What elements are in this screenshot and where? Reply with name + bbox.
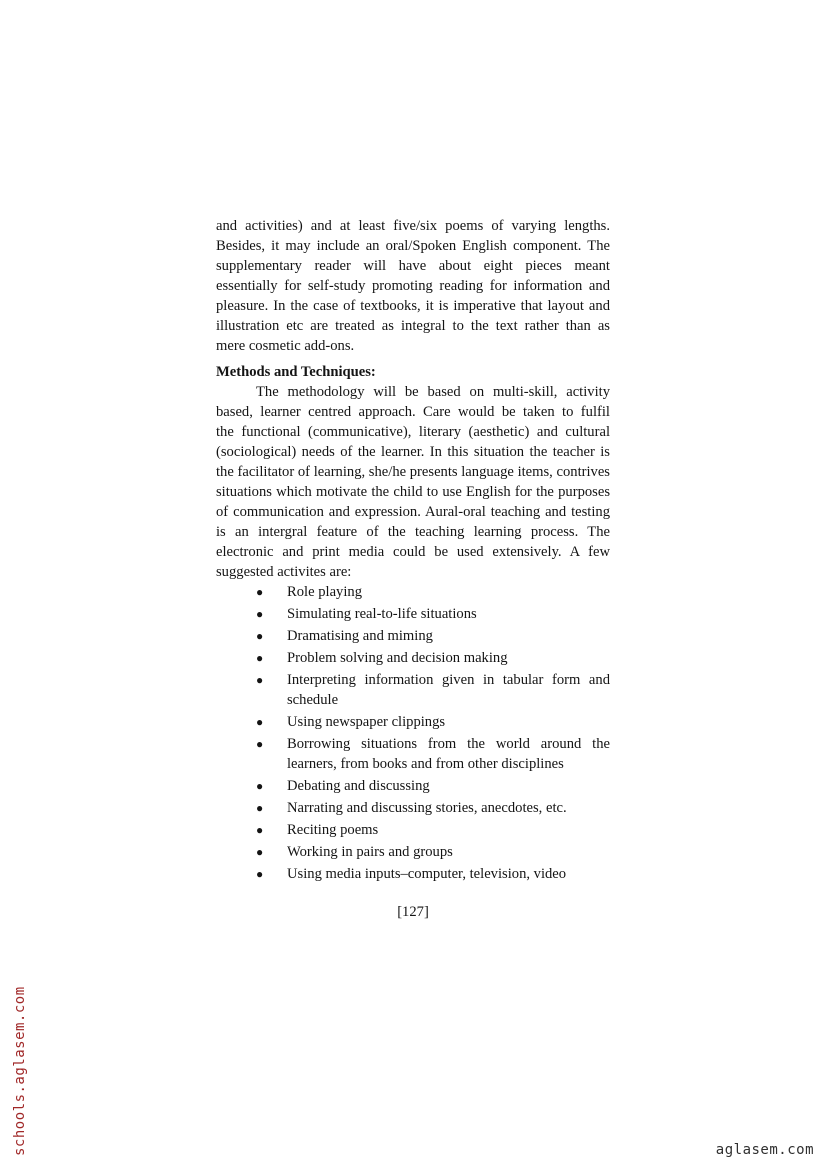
text-line: mere cosmetic add-ons. <box>216 338 355 354</box>
text-line: suggested activites are: <box>216 564 352 580</box>
list-item <box>216 820 610 840</box>
bullet-icon: ● <box>256 629 264 643</box>
list-item-text: Narrating and discussing stories, anecdotes, etc. <box>287 800 567 816</box>
text-line: essentially for self-study promoting reading for information and <box>216 278 610 294</box>
side-watermark: schools.aglasem.com <box>12 986 28 1156</box>
bullet-icon: ● <box>256 607 264 621</box>
list-item <box>216 776 610 796</box>
bottom-watermark: aglasem.com <box>715 1142 814 1158</box>
list-item <box>216 648 610 668</box>
text-line: the facilitator of learning, she/he presents language items, contrives <box>216 464 610 480</box>
list-item-text: Simulating real-to-life situations <box>287 606 477 622</box>
text-line: illustration etc are treated as integral to the text rather than as <box>216 318 610 334</box>
text-line: and activities) and at least five/six poems of varying lengths. <box>216 218 610 234</box>
document-body <box>216 216 610 886</box>
bullet-icon: ● <box>256 867 264 881</box>
bullet-icon: ● <box>256 801 264 815</box>
text-line: supplementary reader will have about eight pieces meant <box>216 258 610 274</box>
list-item-text: Debating and discussing <box>287 778 430 794</box>
text-line: pleasure. In the case of textbooks, it is imperative that layout and <box>216 298 610 314</box>
bullet-icon: ● <box>256 651 264 665</box>
page-number: [127] <box>397 904 429 920</box>
list-item-text: Reciting poems <box>287 822 379 838</box>
list-item <box>216 712 610 732</box>
text-line: Besides, it may include an oral/Spoken English component. The <box>216 238 610 254</box>
list-item-text: Using newspaper clippings <box>287 714 446 730</box>
intro-paragraph <box>216 216 610 356</box>
list-item-text: Borrowing situations from the world around the learners, from books and from other disciplines <box>287 736 610 772</box>
list-item-text: Interpreting information given in tabular form and schedule <box>287 672 610 708</box>
text-line: situations which motivate the child to use English for the purposes <box>216 484 610 500</box>
text-line: of communication and expression. Aural-oral teaching and testing <box>216 504 610 520</box>
bullet-icon: ● <box>256 715 264 729</box>
list-item <box>216 734 610 774</box>
list-item <box>216 842 610 862</box>
list-item-text: Working in pairs and groups <box>287 844 453 860</box>
text-line: electronic and print media could be used extensively. A few <box>216 544 610 560</box>
text-line: based, learner centred approach. Care would be taken to fulfil <box>216 404 610 420</box>
list-item <box>216 582 610 602</box>
list-item <box>216 798 610 818</box>
bullet-icon: ● <box>256 585 264 599</box>
list-item <box>216 670 610 710</box>
list-item-text: Problem solving and decision making <box>287 650 508 666</box>
activities-list <box>216 582 610 884</box>
bullet-icon: ● <box>256 673 264 687</box>
bullet-icon: ● <box>256 845 264 859</box>
list-item-text: Using media inputs–computer, television, video <box>287 866 567 882</box>
bullet-icon: ● <box>256 737 264 751</box>
bullet-icon: ● <box>256 823 264 837</box>
bullet-icon: ● <box>256 779 264 793</box>
text-line: (sociological) needs of the learner. In this situation the teacher is <box>216 444 610 460</box>
list-item <box>216 604 610 624</box>
text-line: the functional (communicative), literary (aesthetic) and cultural <box>216 424 610 440</box>
text-line: The methodology will be based on multi-skill, activity <box>256 384 610 400</box>
list-item-text: Dramatising and miming <box>287 628 433 644</box>
list-item <box>216 864 610 884</box>
text-line: is an intergral feature of the teaching learning process. The <box>216 524 610 540</box>
methods-paragraph <box>216 382 610 582</box>
section-heading: Methods and Techniques: <box>216 364 376 380</box>
list-item <box>216 626 610 646</box>
list-item-text: Role playing <box>287 584 362 600</box>
